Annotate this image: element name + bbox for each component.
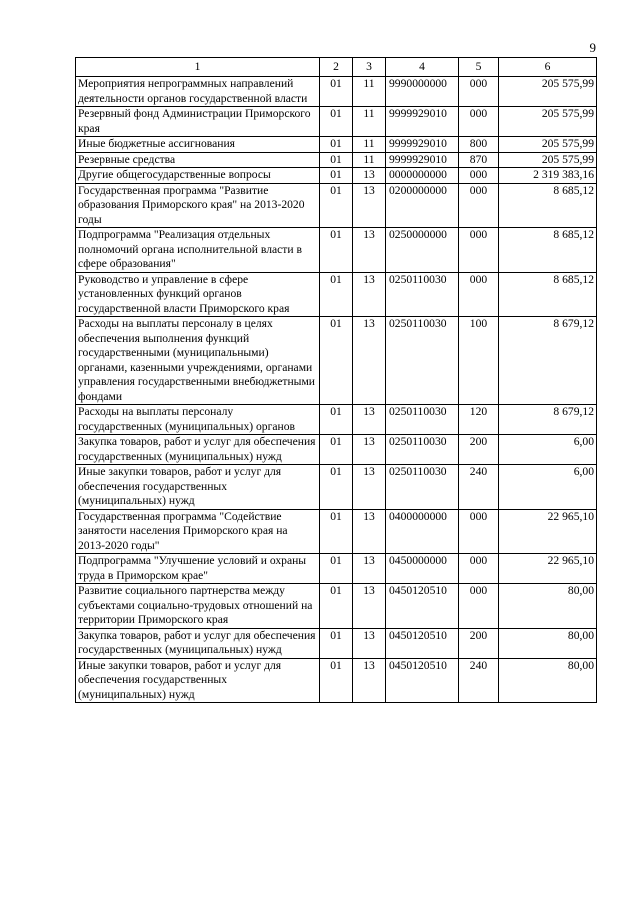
target-article-cell: 0400000000 xyxy=(386,509,459,554)
table-row xyxy=(76,554,597,584)
section-code-cell: 01 xyxy=(320,107,353,137)
row-name-cell: Другие общегосударственные вопросы xyxy=(76,168,320,184)
column-header: 3 xyxy=(353,58,386,77)
target-article-cell: 9999929010 xyxy=(386,107,459,137)
table-row xyxy=(76,509,597,554)
row-name-cell: Закупка товаров, работ и услуг для обеспечения государственных (муниципальных) нужд xyxy=(76,435,320,465)
amount-cell: 22 965,10 xyxy=(499,509,597,554)
subsection-code-cell: 13 xyxy=(353,554,386,584)
section-code-cell: 01 xyxy=(320,272,353,317)
amount-cell: 8 685,12 xyxy=(499,272,597,317)
section-code-cell: 01 xyxy=(320,152,353,168)
table-row xyxy=(76,628,597,658)
subsection-code-cell: 11 xyxy=(353,107,386,137)
table-row xyxy=(76,107,597,137)
expense-type-cell: 200 xyxy=(459,435,499,465)
section-code-cell: 01 xyxy=(320,77,353,107)
row-name-cell: Подпрограмма "Реализация отдельных полномочий органа исполнительной власти в сфере образования" xyxy=(76,228,320,273)
amount-cell: 8 685,12 xyxy=(499,228,597,273)
amount-cell: 205 575,99 xyxy=(499,137,597,153)
table-row xyxy=(76,272,597,317)
table-row xyxy=(76,77,597,107)
section-code-cell: 01 xyxy=(320,584,353,629)
expense-type-cell: 000 xyxy=(459,272,499,317)
target-article-cell: 0250110030 xyxy=(386,465,459,510)
budget-table xyxy=(75,57,597,703)
subsection-code-cell: 13 xyxy=(353,405,386,435)
amount-cell: 6,00 xyxy=(499,435,597,465)
row-name-cell: Резервные средства xyxy=(76,152,320,168)
expense-type-cell: 000 xyxy=(459,509,499,554)
column-header: 1 xyxy=(76,58,320,77)
table-row xyxy=(76,137,597,153)
section-code-cell: 01 xyxy=(320,435,353,465)
target-article-cell: 9990000000 xyxy=(386,77,459,107)
table-row xyxy=(76,465,597,510)
row-name-cell: Мероприятия непрограммных направлений деятельности органов государственной власти xyxy=(76,77,320,107)
section-code-cell: 01 xyxy=(320,317,353,405)
expense-type-cell: 000 xyxy=(459,107,499,137)
section-code-cell: 01 xyxy=(320,168,353,184)
expense-type-cell: 000 xyxy=(459,77,499,107)
section-code-cell: 01 xyxy=(320,658,353,703)
page-number: 9 xyxy=(589,40,596,55)
subsection-code-cell: 13 xyxy=(353,168,386,184)
column-header: 5 xyxy=(459,58,499,77)
section-code-cell: 01 xyxy=(320,509,353,554)
row-name-cell: Иные бюджетные ассигнования xyxy=(76,137,320,153)
section-code-cell: 01 xyxy=(320,228,353,273)
target-article-cell: 0450120510 xyxy=(386,658,459,703)
target-article-cell: 0450120510 xyxy=(386,584,459,629)
row-name-cell: Иные закупки товаров, работ и услуг для обеспечения государственных (муниципальных) нужд xyxy=(76,465,320,510)
table-header-row xyxy=(76,58,597,77)
subsection-code-cell: 13 xyxy=(353,465,386,510)
amount-cell: 6,00 xyxy=(499,465,597,510)
column-header: 2 xyxy=(320,58,353,77)
column-header: 4 xyxy=(386,58,459,77)
amount-cell: 2 319 383,16 xyxy=(499,168,597,184)
subsection-code-cell: 13 xyxy=(353,435,386,465)
subsection-code-cell: 11 xyxy=(353,152,386,168)
amount-cell: 8 679,12 xyxy=(499,317,597,405)
table-row xyxy=(76,658,597,703)
row-name-cell: Государственная программа "Содействие занятости населения Приморского края на 2013-2020 годы" xyxy=(76,509,320,554)
section-code-cell: 01 xyxy=(320,137,353,153)
subsection-code-cell: 13 xyxy=(353,509,386,554)
subsection-code-cell: 13 xyxy=(353,272,386,317)
section-code-cell: 01 xyxy=(320,183,353,228)
target-article-cell: 0250000000 xyxy=(386,228,459,273)
amount-cell: 80,00 xyxy=(499,658,597,703)
target-article-cell: 0250110030 xyxy=(386,435,459,465)
expense-type-cell: 240 xyxy=(459,465,499,510)
row-name-cell: Развитие социального партнерства между субъектами социально-трудовых отношений на территории Приморского края xyxy=(76,584,320,629)
subsection-code-cell: 11 xyxy=(353,77,386,107)
table-row xyxy=(76,168,597,184)
table-row xyxy=(76,435,597,465)
table-row xyxy=(76,183,597,228)
section-code-cell: 01 xyxy=(320,554,353,584)
expense-type-cell: 200 xyxy=(459,628,499,658)
amount-cell: 205 575,99 xyxy=(499,77,597,107)
expense-type-cell: 870 xyxy=(459,152,499,168)
target-article-cell: 9999929010 xyxy=(386,137,459,153)
subsection-code-cell: 11 xyxy=(353,137,386,153)
column-header: 6 xyxy=(499,58,597,77)
section-code-cell: 01 xyxy=(320,628,353,658)
expense-type-cell: 120 xyxy=(459,405,499,435)
target-article-cell: 0250110030 xyxy=(386,317,459,405)
row-name-cell: Подпрограмма "Улучшение условий и охраны труда в Приморском крае" xyxy=(76,554,320,584)
expense-type-cell: 000 xyxy=(459,228,499,273)
expense-type-cell: 000 xyxy=(459,183,499,228)
subsection-code-cell: 13 xyxy=(353,628,386,658)
amount-cell: 205 575,99 xyxy=(499,107,597,137)
expense-type-cell: 000 xyxy=(459,584,499,629)
target-article-cell: 0200000000 xyxy=(386,183,459,228)
amount-cell: 80,00 xyxy=(499,628,597,658)
row-name-cell: Государственная программа "Развитие образования Приморского края" на 2013-2020 годы xyxy=(76,183,320,228)
expense-type-cell: 240 xyxy=(459,658,499,703)
section-code-cell: 01 xyxy=(320,405,353,435)
subsection-code-cell: 13 xyxy=(353,658,386,703)
expense-type-cell: 000 xyxy=(459,554,499,584)
row-name-cell: Расходы на выплаты персоналу государственных (муниципальных) органов xyxy=(76,405,320,435)
section-code-cell: 01 xyxy=(320,465,353,510)
subsection-code-cell: 13 xyxy=(353,183,386,228)
target-article-cell: 0250110030 xyxy=(386,405,459,435)
target-article-cell: 0450000000 xyxy=(386,554,459,584)
row-name-cell: Иные закупки товаров, работ и услуг для обеспечения государственных (муниципальных) нужд xyxy=(76,658,320,703)
target-article-cell: 0000000000 xyxy=(386,168,459,184)
subsection-code-cell: 13 xyxy=(353,228,386,273)
target-article-cell: 0450120510 xyxy=(386,628,459,658)
table-row xyxy=(76,152,597,168)
target-article-cell: 9999929010 xyxy=(386,152,459,168)
table-row xyxy=(76,228,597,273)
amount-cell: 8 685,12 xyxy=(499,183,597,228)
amount-cell: 8 679,12 xyxy=(499,405,597,435)
row-name-cell: Руководство и управление в сфере установленных функций органов государственной власти Приморского края xyxy=(76,272,320,317)
amount-cell: 205 575,99 xyxy=(499,152,597,168)
row-name-cell: Закупка товаров, работ и услуг для обеспечения государственных (муниципальных) нужд xyxy=(76,628,320,658)
subsection-code-cell: 13 xyxy=(353,317,386,405)
subsection-code-cell: 13 xyxy=(353,584,386,629)
expense-type-cell: 800 xyxy=(459,137,499,153)
amount-cell: 80,00 xyxy=(499,584,597,629)
row-name-cell: Резервный фонд Администрации Приморского края xyxy=(76,107,320,137)
expense-type-cell: 000 xyxy=(459,168,499,184)
amount-cell: 22 965,10 xyxy=(499,554,597,584)
target-article-cell: 0250110030 xyxy=(386,272,459,317)
row-name-cell: Расходы на выплаты персоналу в целях обеспечения выполнения функций государственными (муниципальными) органами, казенными учреждениями, органами управления государственными внебюджетными фондами xyxy=(76,317,320,405)
table-row xyxy=(76,584,597,629)
table-row xyxy=(76,405,597,435)
expense-type-cell: 100 xyxy=(459,317,499,405)
table-row xyxy=(76,317,597,405)
